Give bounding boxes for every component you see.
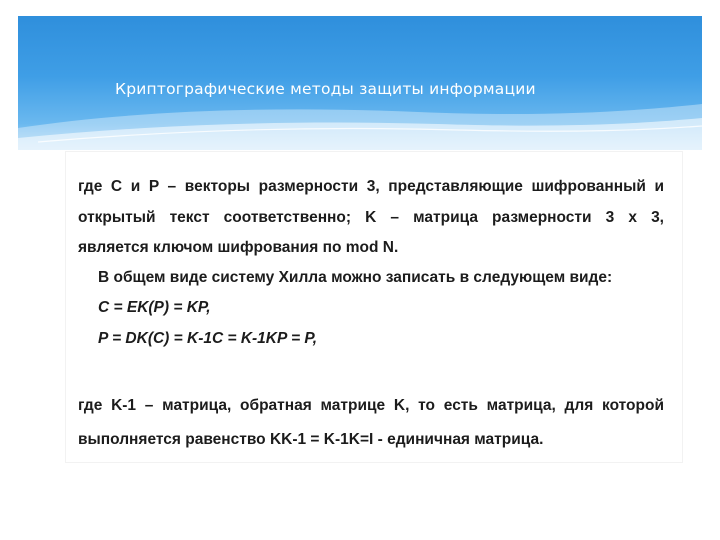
text-line-3: является ключом шифрования по mod N. xyxy=(78,239,399,256)
text-line-1: где C и P – векторы размерности 3, представляющие шифрованный и xyxy=(78,178,664,195)
formula-encrypt: C = EK(P) = KP, xyxy=(98,299,211,316)
text-line-4: В общем виде систему Хилла можно записать в следующем виде: xyxy=(98,269,613,286)
slide-title: Криптографические методы защиты информации xyxy=(115,80,536,98)
text-line-2: открытый текст соответственно; K – матрица размерности 3 x 3, xyxy=(78,209,664,226)
header-wave-decoration xyxy=(18,90,702,150)
text-content-image xyxy=(66,152,682,462)
slide-header xyxy=(18,16,702,150)
text-line-7: где K-1 – матрица, обратная матрице K, то есть матрица, для которой xyxy=(78,397,664,414)
formula-decrypt: P = DK(C) = K-1C = K-1KP = P, xyxy=(98,330,318,347)
text-line-8: выполняется равенство KK-1 = K-1K=I - единичная матрица. xyxy=(78,431,544,448)
